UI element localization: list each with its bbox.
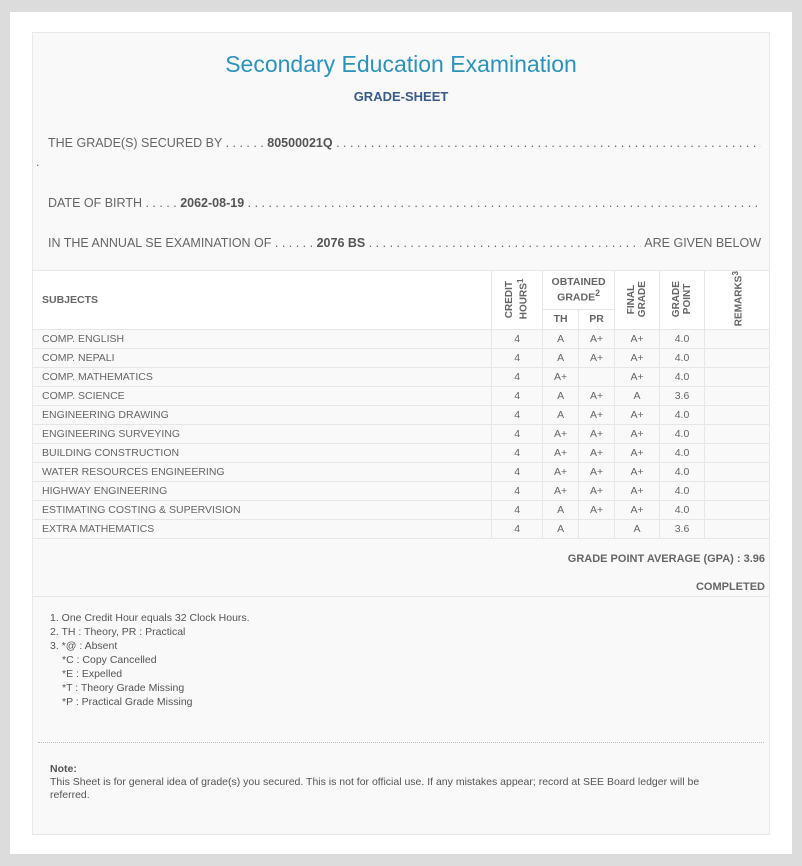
cell-remarks: [705, 368, 770, 387]
cell-final: A+: [615, 406, 660, 425]
cell-th: A+: [543, 444, 579, 463]
cell-subject: COMP. NEPALI: [33, 349, 492, 368]
cell-subject: COMP. SCIENCE: [33, 387, 492, 406]
cell-subject: COMP. MATHEMATICS: [33, 368, 492, 387]
cell-final: A+: [615, 444, 660, 463]
cell-pr: A+: [579, 482, 615, 501]
cell-final: A: [615, 520, 660, 539]
cell-gp: 4.0: [660, 501, 705, 520]
header-credit-hours: CREDIT HOURS$^1$: [492, 271, 543, 330]
footnotes: [50, 611, 250, 709]
cell-th: A: [543, 330, 579, 349]
cell-remarks: [705, 406, 770, 425]
footnote: *C : Copy Cancelled: [62, 654, 157, 666]
cell-gp: 4.0: [660, 463, 705, 482]
gpa-value: GRADE POINT AVERAGE (GPA) : 3.96: [567, 553, 765, 565]
cell-credit: 4: [492, 520, 543, 539]
cell-pr: [579, 368, 615, 387]
exam-year: 2076 BS: [316, 236, 366, 250]
cell-subject: EXTRA MATHEMATICS: [33, 520, 492, 539]
cell-credit: 4: [492, 406, 543, 425]
cell-remarks: [705, 463, 770, 482]
cell-th: A: [543, 406, 579, 425]
cell-gp: 3.6: [660, 387, 705, 406]
dob-line: [48, 196, 761, 210]
cell-remarks: [705, 482, 770, 501]
table-row: [33, 463, 770, 482]
cell-th: A: [543, 387, 579, 406]
cell-th: A+: [543, 368, 579, 387]
cell-final: A+: [615, 482, 660, 501]
note-label: Note:: [50, 763, 77, 775]
cell-subject: ESTIMATING COSTING & SUPERVISION: [33, 501, 492, 520]
table-row: [33, 368, 770, 387]
cell-remarks: [705, 444, 770, 463]
cell-final: A+: [615, 349, 660, 368]
cell-pr: A+: [579, 463, 615, 482]
table-row: [33, 349, 770, 368]
table-row: [33, 501, 770, 520]
cell-remarks: [705, 387, 770, 406]
cell-credit: 4: [492, 463, 543, 482]
note-text: This Sheet is for general idea of grade(s) you secured. This is not for official use. If any mistakes appear; record at SEE Board ledger will be referred.: [50, 776, 700, 801]
table-row: [33, 444, 770, 463]
page-title: Secondary Education Examination: [225, 51, 577, 77]
dotted-divider: [38, 742, 764, 743]
cell-credit: 4: [492, 387, 543, 406]
cell-gp: 4.0: [660, 349, 705, 368]
cell-pr: A+: [579, 387, 615, 406]
cell-gp: 4.0: [660, 482, 705, 501]
cell-credit: 4: [492, 425, 543, 444]
cell-credit: 4: [492, 501, 543, 520]
cell-th: A+: [543, 463, 579, 482]
cell-final: A+: [615, 330, 660, 349]
cell-credit: 4: [492, 349, 543, 368]
exam-label: IN THE ANNUAL SE EXAMINATION OF . . . . . .: [48, 236, 314, 250]
table-row: [33, 482, 770, 501]
table-row: [33, 406, 770, 425]
cell-gp: 4.0: [660, 444, 705, 463]
page-frame: [10, 12, 792, 854]
cell-subject: COMP. ENGLISH: [33, 330, 492, 349]
exam-line: [48, 236, 761, 250]
disclaimer-note: [50, 763, 739, 802]
cell-remarks: [705, 520, 770, 539]
table-row: [33, 425, 770, 444]
dob-label: DATE OF BIRTH . . . . .: [48, 196, 177, 210]
cell-remarks: [705, 425, 770, 444]
cell-th: A+: [543, 425, 579, 444]
header-remarks: REMARKS$^3$: [705, 271, 770, 330]
table-row: [33, 520, 770, 539]
cell-pr: A+: [579, 425, 615, 444]
secured-by-line: [48, 136, 761, 150]
grades-table: [33, 270, 770, 539]
cell-gp: 4.0: [660, 425, 705, 444]
cell-subject: HIGHWAY ENGINEERING: [33, 482, 492, 501]
cell-pr: A+: [579, 501, 615, 520]
footnote: 2. TH : Theory, PR : Practical: [50, 626, 186, 638]
header-th: TH: [543, 309, 579, 329]
cell-th: A+: [543, 482, 579, 501]
cell-final: A+: [615, 463, 660, 482]
page-subtitle: GRADE-SHEET: [353, 89, 449, 104]
cell-gp: 3.6: [660, 520, 705, 539]
cell-final: A+: [615, 501, 660, 520]
cell-gp: 4.0: [660, 406, 705, 425]
cell-subject: WATER RESOURCES ENGINEERING: [33, 463, 492, 482]
cell-final: A+: [615, 368, 660, 387]
cell-th: A: [543, 349, 579, 368]
cell-th: A: [543, 501, 579, 520]
header-grade-point: GRADE POINT: [660, 271, 705, 330]
cell-subject: ENGINEERING DRAWING: [33, 406, 492, 425]
cell-pr: A+: [579, 444, 615, 463]
exam-suffix: ARE GIVEN BELOW: [644, 236, 761, 250]
footnote: *P : Practical Grade Missing: [62, 696, 193, 708]
cell-pr: A+: [579, 349, 615, 368]
symbol-number: 80500021Q: [267, 136, 333, 150]
footnote: *E : Expelled: [62, 668, 123, 680]
cell-credit: 4: [492, 330, 543, 349]
cell-gp: 4.0: [660, 368, 705, 387]
cell-pr: A+: [579, 330, 615, 349]
dob-value: 2062-08-19: [180, 196, 245, 210]
secured-label: THE GRADE(S) SECURED BY . . . . . .: [48, 136, 264, 150]
cell-gp: 4.0: [660, 330, 705, 349]
footnote: *T : Theory Grade Missing: [62, 682, 185, 694]
cell-subject: ENGINEERING SURVEYING: [33, 425, 492, 444]
cell-final: A+: [615, 425, 660, 444]
table-row: [33, 330, 770, 349]
cell-pr: [579, 520, 615, 539]
cell-remarks: [705, 349, 770, 368]
table-row: [33, 387, 770, 406]
header-obtained-grade: OBTAINED GRADE$^2$: [543, 271, 615, 310]
cell-credit: 4: [492, 368, 543, 387]
grade-sheet: Secondary Education Examination GRADE-SHEET THE GRADE(S) SECURED BY . . . . . . 80500021Q . . . . DATE OF BIRTH . . . . . 2062-08-19 . . . IN THE ANNUAL SE EXAMINATION OF . . . . . . 2076 BS . . . ARE GIVEN BELOW SUBJECTS CREDIT HOURS$^1$ OBTAINED GRADE$^2$ FINAL GRADE GRADE POINT REMARKS$^3$ TH PR COMP. ENGLISH 4 A A+ A+ 4.0 COMP. NEPALI 4 A A+ A+ 4.0 COMP. MATHEMATICS 4 A+ A+ 4.0 COMP. SCIENCE 4 A A+ A 3.6 ENGINEERING DRAWING 4 A A+ A+ 4.0 ENGINEERING SURVEYING 4 A+ A+ A+ 4.0 BUILDING CONSTRUCTION 4 A+ A+ A+ 4.0 WATER RESOURCES ENGINEERING 4 A+ A+ A+ 4.0 HIGHWAY ENGINEERING 4 A+ A+ A+ 4.0 ESTIMATING COSTING & SUPERVISION 4 A A+ A+ 4.0 EXTRA MATHEMATICS 4 A A 3.6 GRADE POINT AVERAGE (GPA) : 3.96 COMPLETED 1. One Credit Hour equals 32 Clock Hours. 2. TH : Theory, PR : Practical 3. *@ : Absent *C : Copy Cancelled *E : Expelled *T : Theory Grade Missing *P : Practical Grade Missing Note: This Sheet is for general idea of grade(s) you secured. This is not for official use. If any mistakes appear; record at SEE Board ledger will be referred.: [32, 32, 770, 835]
cell-credit: 4: [492, 482, 543, 501]
cell-th: A: [543, 520, 579, 539]
header-final-grade: FINAL GRADE: [615, 271, 660, 330]
footnote: 3. *@ : Absent: [50, 640, 118, 652]
result-status: COMPLETED: [695, 581, 765, 593]
cell-pr: A+: [579, 406, 615, 425]
cell-subject: BUILDING CONSTRUCTION: [33, 444, 492, 463]
header-pr: PR: [579, 309, 615, 329]
cell-remarks: [705, 501, 770, 520]
header-subjects: SUBJECTS: [33, 271, 492, 330]
footnote: 1. One Credit Hour equals 32 Clock Hours.: [50, 612, 250, 624]
cell-credit: 4: [492, 444, 543, 463]
cell-remarks: [705, 330, 770, 349]
cell-final: A: [615, 387, 660, 406]
divider: [33, 596, 769, 597]
